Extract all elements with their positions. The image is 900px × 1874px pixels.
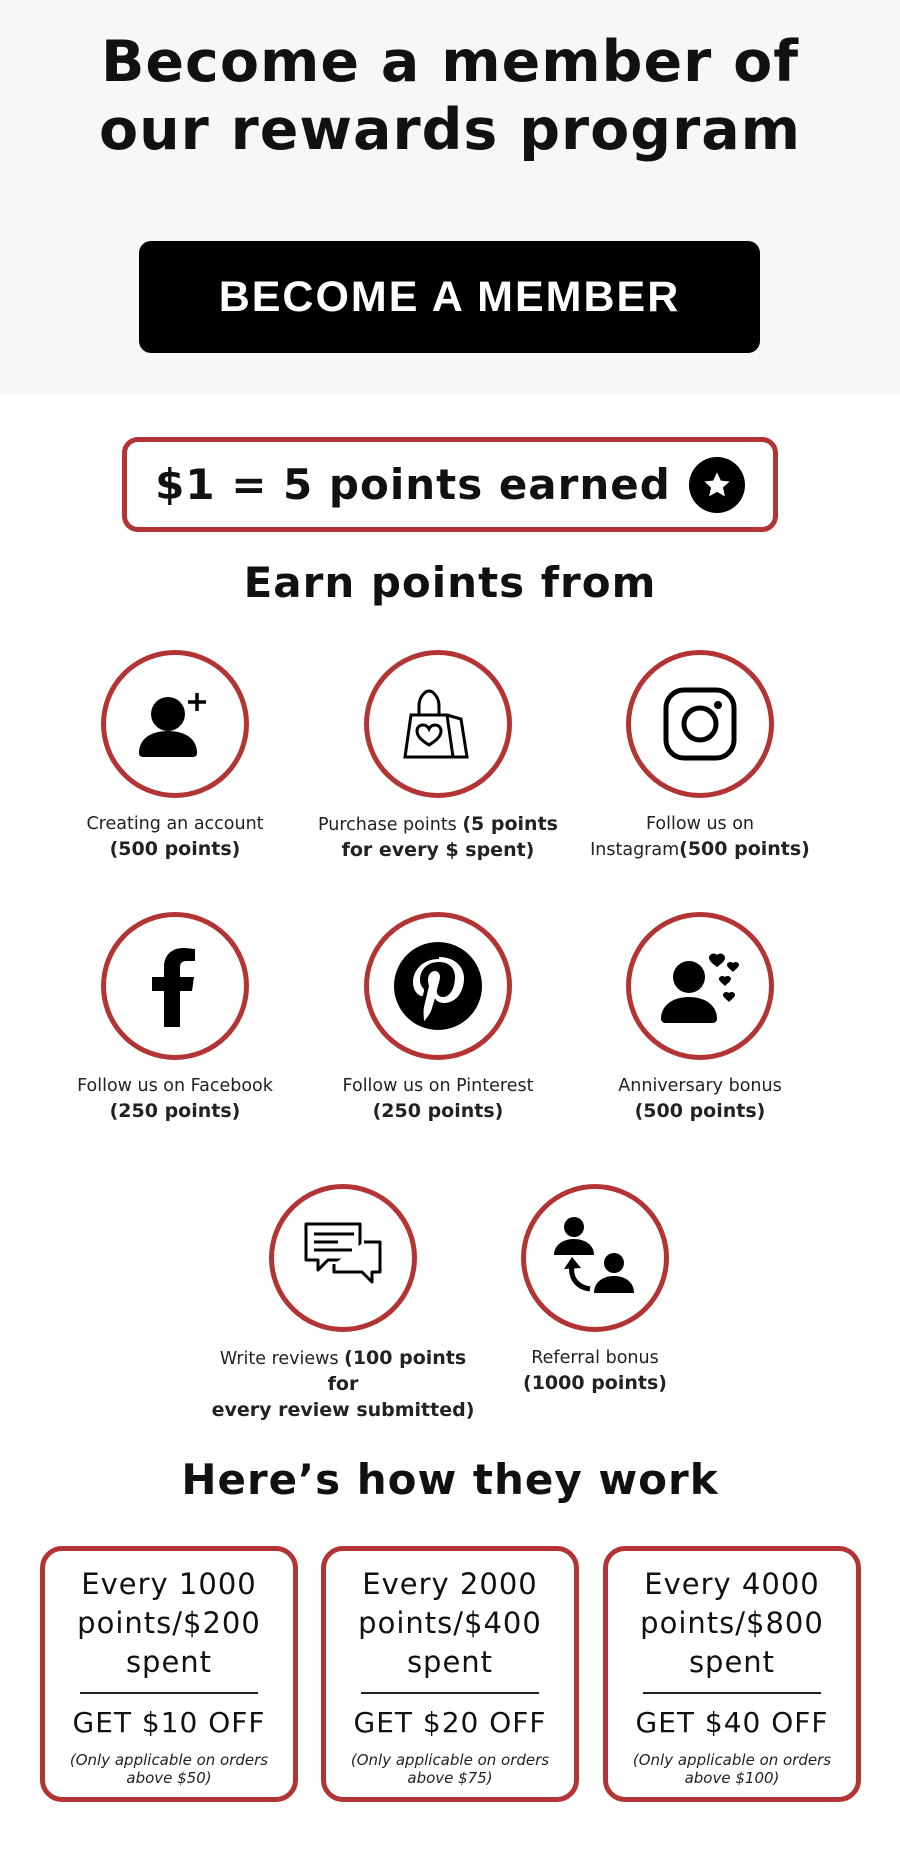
points-rate-banner [122,437,778,532]
shopping-bag-heart-icon [364,650,512,798]
earn-item-label-cont: Instagram [590,840,680,860]
facebook-icon [101,912,249,1060]
hero-title [0,28,900,164]
hero-title-line1: Become a member of [100,29,800,95]
tier-offer: GET $10 OFF [72,1706,266,1739]
earn-item-anniversary [565,912,835,1125]
earn-item-caption [208,1346,478,1424]
earn-item-caption [565,812,835,863]
earn-item-instagram [565,650,835,863]
tier-threshold: Every 4000 points/$800 spent [640,1567,824,1679]
earn-item-label: Referral bonus [531,1348,659,1368]
tier-threshold: Every 2000 points/$400 spent [358,1567,542,1679]
earn-item-label: Purchase points [318,815,463,835]
divider [643,1692,821,1694]
tier-offer: GET $40 OFF [635,1706,829,1739]
points-rate-text: $1 = 5 points earned [155,460,671,509]
earn-item-points: (5 points [462,813,558,835]
earn-item-caption [40,812,310,863]
earn-item-label: Follow us on [645,814,755,834]
earn-item-label: Follow us on Facebook [77,1076,273,1096]
earn-item-label: Write reviews [219,1349,345,1369]
tier-note: (Only applicable on orders above $100) [632,1751,832,1787]
earn-item-caption [303,1074,573,1125]
tier-offer: GET $20 OFF [353,1706,547,1739]
divider [80,1692,258,1694]
how-it-works-title: Here’s how they work [181,1455,719,1504]
instagram-icon [626,650,774,798]
star-icon [689,457,745,513]
hero-section [0,0,900,394]
earn-points-title: Earn points from [243,558,657,607]
hero-title-line2: our rewards program [98,97,802,163]
earn-item-label: Creating an account [86,814,264,834]
earn-item-points: (250 points) [372,1100,504,1122]
earn-item-points: (500 points) [109,838,241,860]
reward-tier-card [40,1546,298,1802]
tier-note: (Only applicable on orders above $75) [350,1751,550,1787]
reward-tier-card [321,1546,579,1802]
earn-item-points: (500 points) [634,1100,766,1122]
referral-users-icon [521,1184,669,1332]
earn-item-reviews [208,1184,478,1424]
anniversary-hearts-icon [626,912,774,1060]
earn-item-points: (500 points) [679,838,810,860]
earn-item-points-cont: every review submitted) [211,1399,475,1421]
earn-item-points: (1000 points) [523,1372,667,1394]
earn-item-points: (250 points) [109,1100,241,1122]
divider [361,1692,539,1694]
become-member-button[interactable]: BECOME A MEMBER [139,241,760,353]
earn-item-caption [40,1074,310,1125]
earn-item-points: (100 points for [327,1347,467,1395]
earn-item-caption [460,1346,730,1397]
tier-note: (Only applicable on orders above $50) [69,1751,269,1787]
earn-item-pinterest [303,912,573,1125]
earn-item-caption [303,812,573,864]
tier-threshold: Every 1000 points/$200 spent [77,1567,261,1679]
earn-item-label: Anniversary bonus [618,1076,782,1096]
earn-item-points-cont: for every $ spent) [341,839,535,861]
reward-tier-card [603,1546,861,1802]
earn-item-referral [460,1184,730,1397]
add-user-icon [101,650,249,798]
earn-item-purchase [303,650,573,864]
earn-item-create-account [40,650,310,863]
pinterest-icon [364,912,512,1060]
earn-item-label: Follow us on Pinterest [342,1076,534,1096]
earn-item-caption [565,1074,835,1125]
earn-item-facebook [40,912,310,1125]
reviews-chat-icon [269,1184,417,1332]
